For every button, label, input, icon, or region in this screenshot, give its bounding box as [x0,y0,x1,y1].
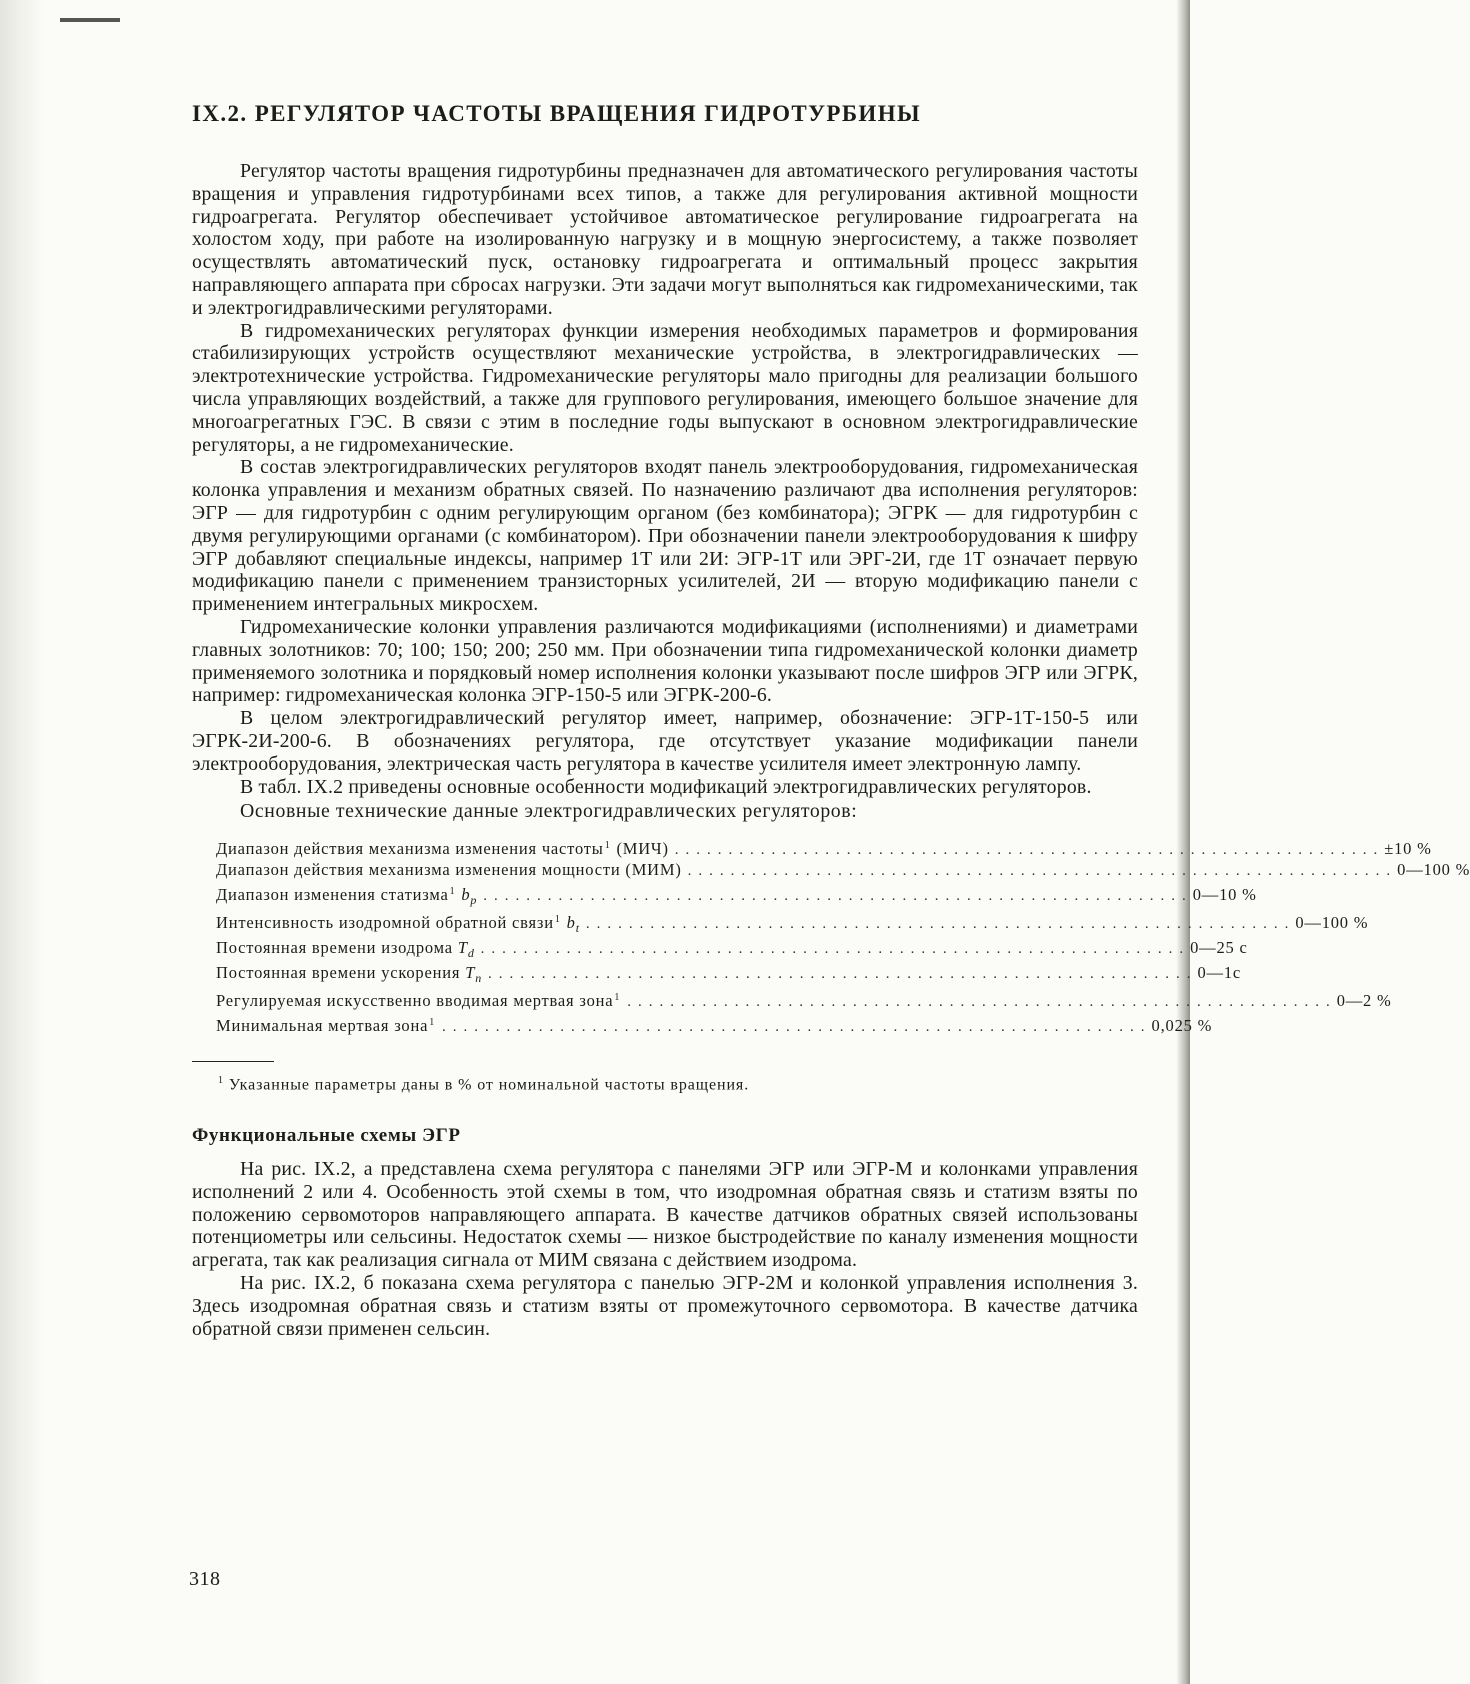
specs-intro: Основные технические данные электрогидравлических регуляторов: [240,800,858,823]
leader-dots: .................................................................. [687,863,1398,880]
spec-value: 0—100 % [1295,912,1369,932]
footnote-divider [192,1061,274,1062]
footnote-text: Указанные параметры даны в % от номинальной частоты вращения. [228,1076,750,1094]
leader-dots: .................................................................. [627,994,1337,1011]
paragraph-1: Регулятор частоты вращения гидротурбины предназначен для автоматического регулирования частоты вращения и управления гидротурбинами всех типов, а также для регулирования активной мощности гидроагрегата. Регулятор обеспечивает устойчивое автоматическое регулирование гидроагрегата на холостом ходу, при работе на изолированную нагрузку и в мощную энергосистему, а также позволяет осуществлять автоматический пуск, остановку гидроагрегата и оптимальный процесс закрытия направляющего аппарата при сбросах нагрузки. Эти задачи могут выполняться как гидромеханическими, так и электрогидравлическими регуляторами. [192,160,1138,319]
scan-mark [60,18,120,22]
paragraph-6: В табл. IX.2 приведены основные особенности модификаций электрогидравлических регуляторов. [240,775,1092,798]
spec-value: 0—100 % [1397,860,1470,880]
spec-symbol: b [566,912,576,932]
footnote [218,1071,1138,1095]
paragraph-8: На рис. IX.2, б показана схема регулятора с панелью ЭГР-2М и колонкой управления исполнения 3. Здесь изодромная обратная связь и статизм взяты от промежуточного сервомотора. В качестве датчика обратной связи применен сельсин. [192,1272,1138,1340]
spec-name: Диапазон действия механизма изменения частоты [216,839,604,859]
spec-subscript: d [467,945,475,960]
spec-note: 1 [614,992,621,1004]
spec-row [216,988,1392,1012]
spec-row [216,836,1432,860]
leader-dots: .................................................................. [442,1018,1152,1035]
paragraph-2: В гидромеханических регуляторах функции измерения необходимых параметров и формирования стабилизирующих устройств осуществляют механические устройства, в электрогидравлических — электротехнические устройства. Гидромеханические регуляторы мало пригодны для реализации большого числа управляющих воздействий, а также для группового регулирования, имеющего большое значение для многоагрегатных ГЭС. В связи с этим в последние годы выпускают в основном электрогидравлические регуляторы, а не гидромеханические. [192,319,1138,456]
spec-symbol: b [461,884,471,904]
spec-name: Диапазон действия механизма изменения мощности [216,860,621,880]
spec-note: 1 [604,840,611,852]
spec-name: Интенсивность изодромной обратной связи [216,912,554,932]
spec-value: 0—25 с [1190,937,1248,957]
spec-name: Диапазон изменения статизма [216,884,449,904]
spec-note: 1 [429,1016,436,1028]
spec-row [216,937,1248,963]
spec-name: Минимальная мертвая зона [216,1015,429,1035]
paragraph-5: В целом электрогидравлический регулятор имеет, например, обозначение: ЭГР-1Т-150-5 или ЭГРК-2И-200-6. В обозначениях регулятора, где отсутствует указание модификации панели электрооборудования, электрическая часть регулятора в качестве усилителя имеет электронную лампу. [192,707,1138,775]
spec-value: 0—2 % [1336,991,1392,1011]
spec-value: 0,025 % [1151,1015,1213,1035]
scan-shadow-left [0,0,46,1684]
paragraph-7: На рис. IX.2, а представлена схема регулятора с панелями ЭГР или ЭГР-М и колонками управления исполнений 2 или 4. Особенность этой схемы в том, что изодромная обратная связь и статизм взяты по положению сервомоторов направляющего аппарата. В качестве датчиков обратных связей использованы потенциометры или сельсины. Недостаток схемы — низкое быстродействие по каналу изменения мощности агрегата, так как реализация сигнала от МИМ связана с действием изодрома. [192,1158,1138,1272]
leader-dots: .................................................................. [480,940,1191,957]
spec-name: Регулируемая искусственно вводимая мертвая зона [216,991,614,1011]
spec-value: 0—10 % [1192,884,1257,904]
leader-dots: .................................................................. [674,842,1385,859]
footnote-mark: 1 [218,1074,224,1086]
page-number: 318 [189,1568,221,1590]
spec-subscript: t [575,920,580,935]
paragraph-3: В состав электрогидравлических регуляторов входят панель электрооборудования, гидромеханическая колонка управления и механизм обратных связей. По назначению различают два исполнения регуляторов: ЭГР — для гидротурбин с одним регулирующим органом (без комбинатора); ЭГРК — для гидротурбин с двумя регулирующими органами (с комбинатором). При обозначении панели электрооборудования к шифру ЭГР добавляют специальные индексы, например 1Т или 2И: ЭГР-1Т или ЭРГ-2И, где 1Т означает первую модификацию панели с применением транзисторных усилителей, 2И — вторую модификацию панели с применением интегральных микросхем. [192,456,1138,616]
spec-subscript: n [475,971,482,986]
spec-note: 1 [554,913,561,925]
leader-dots: .................................................................. [483,887,1193,904]
spec-suffix: (МИЧ) [611,839,669,859]
section-heading: IX.2. РЕГУЛЯТОР ЧАСТОТЫ ВРАЩЕНИЯ ГИДРОТУРБИНЫ [192,101,922,126]
spec-subscript: p [470,892,478,907]
paragraph-4: Гидромеханические колонки управления различаются модификациями (исполнениями) и диаметрами главных золотников: 70; 100; 150; 200; 250 мм. При обозначении типа гидромеханической колонки диаметр применяемого золотника и порядковый номер исполнения колонки указывают после шифров ЭГР или ЭГРК, например: гидромеханическая колонка ЭГР-150-5 или ЭГРК-200-6. [192,615,1138,707]
spec-row [216,910,1369,938]
spec-row [216,1013,1213,1037]
spec-suffix: (МИМ) [620,860,682,880]
spec-symbol: T [457,937,468,957]
spec-note: 1 [449,885,456,897]
specs-list [216,836,1470,1037]
spec-row [216,882,1257,910]
spec-name: Постоянная времени ускорения [216,963,461,983]
spec-symbol: T [465,963,476,983]
spec-value: ±10 % [1384,839,1432,859]
page-content [192,100,1470,1340]
spec-value: 0—1с [1197,963,1242,983]
leader-dots: .................................................................. [488,966,1198,983]
leader-dots: .................................................................. [585,915,1296,932]
subsection-heading: Функциональные схемы ЭГР [192,1125,461,1147]
spec-row [216,860,1470,881]
spec-name: Постоянная времени изодрома [216,937,453,957]
spec-row [216,963,1242,988]
